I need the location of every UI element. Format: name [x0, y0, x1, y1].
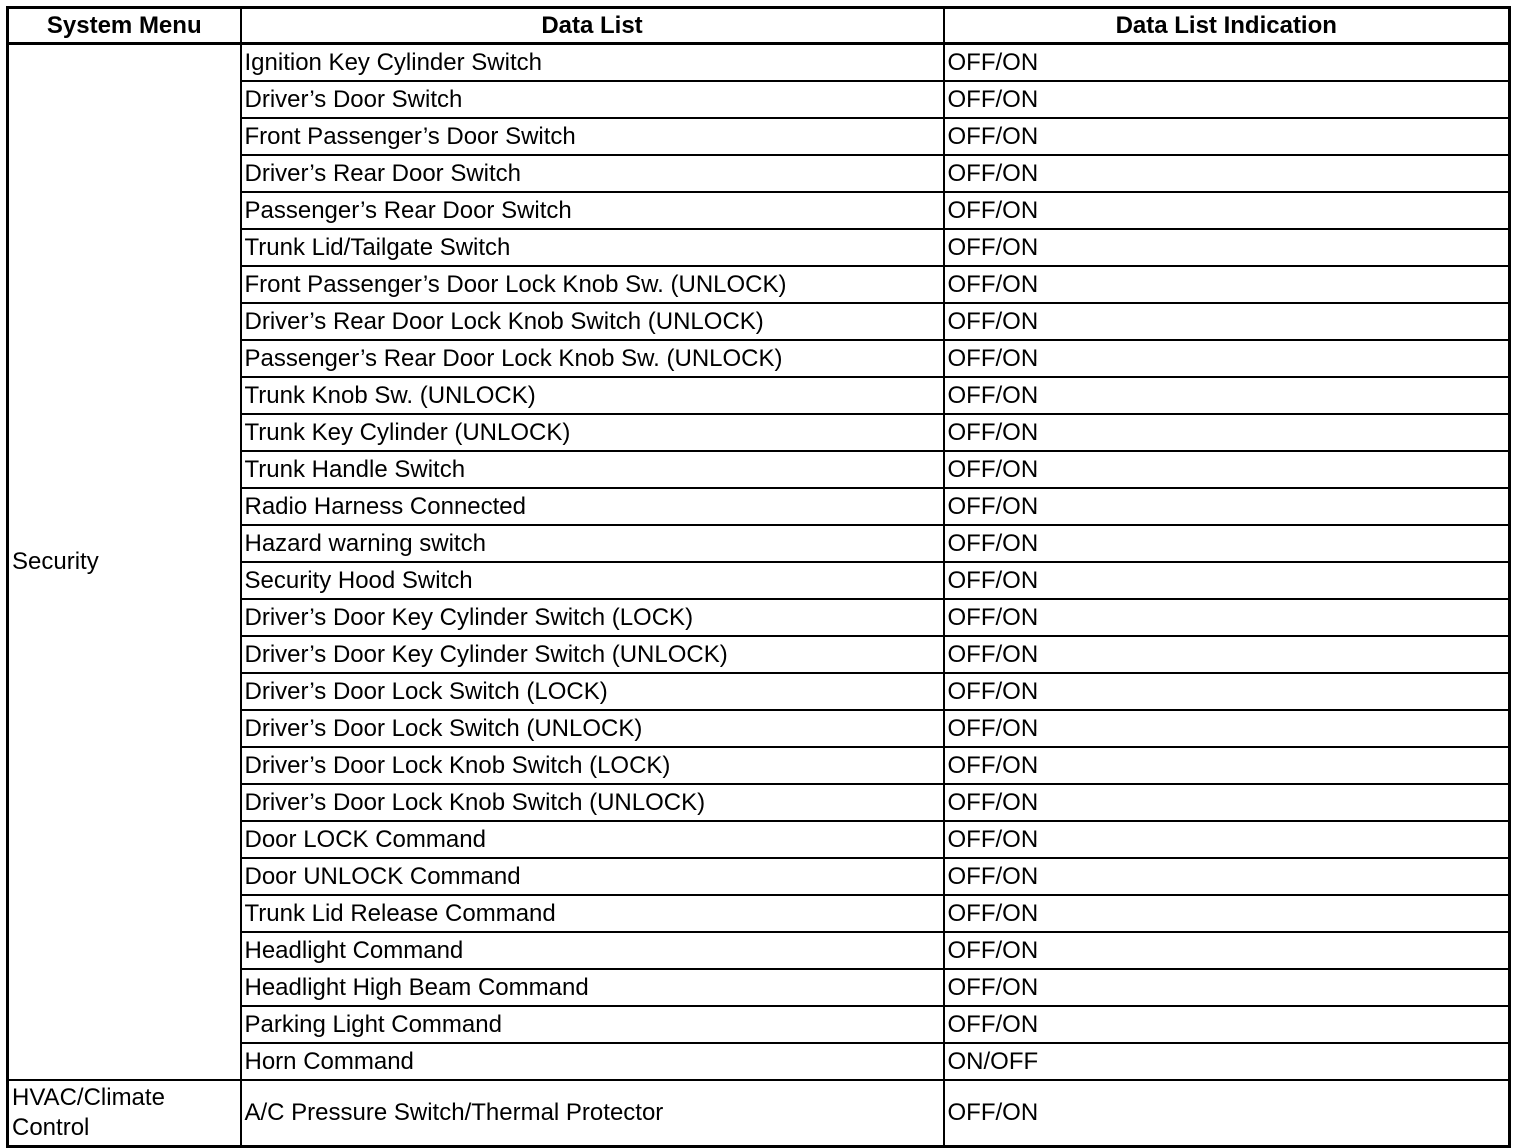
data-list-item-cell: Trunk Lid/Tailgate Switch — [241, 229, 944, 266]
data-list-item-cell: Ignition Key Cylinder Switch — [241, 44, 944, 82]
indication-cell: OFF/ON — [944, 1006, 1510, 1043]
system-menu-cell: Security — [8, 44, 241, 1081]
header-system-menu: System Menu — [8, 8, 241, 44]
data-list-item-cell: Door LOCK Command — [241, 821, 944, 858]
indication-cell: OFF/ON — [944, 488, 1510, 525]
data-list-item-cell: Driver’s Door Switch — [241, 81, 944, 118]
data-list-item-cell: Driver’s Door Key Cylinder Switch (LOCK) — [241, 599, 944, 636]
indication-cell: OFF/ON — [944, 1080, 1510, 1147]
data-list-item-cell: Radio Harness Connected — [241, 488, 944, 525]
data-list-item-cell: Driver’s Door Lock Switch (UNLOCK) — [241, 710, 944, 747]
data-list-item-cell: Driver’s Door Lock Knob Switch (LOCK) — [241, 747, 944, 784]
data-list-item-cell: Hazard warning switch — [241, 525, 944, 562]
indication-cell: OFF/ON — [944, 266, 1510, 303]
table-header-row — [8, 8, 1510, 44]
indication-cell: OFF/ON — [944, 81, 1510, 118]
indication-cell: OFF/ON — [944, 303, 1510, 340]
table-row — [8, 1080, 1510, 1147]
data-list-item-cell: Security Hood Switch — [241, 562, 944, 599]
indication-cell: OFF/ON — [944, 451, 1510, 488]
data-list-item-cell: Passenger’s Rear Door Switch — [241, 192, 944, 229]
indication-cell: OFF/ON — [944, 673, 1510, 710]
indication-cell: OFF/ON — [944, 562, 1510, 599]
indication-cell: OFF/ON — [944, 192, 1510, 229]
indication-cell: OFF/ON — [944, 895, 1510, 932]
table-body — [8, 44, 1510, 1147]
header-data-list: Data List — [241, 8, 944, 44]
system-menu-cell: HVAC/Climate Control — [8, 1080, 241, 1147]
indication-cell: OFF/ON — [944, 784, 1510, 821]
indication-cell: OFF/ON — [944, 377, 1510, 414]
indication-cell: OFF/ON — [944, 858, 1510, 895]
indication-cell: OFF/ON — [944, 932, 1510, 969]
indication-cell: OFF/ON — [944, 636, 1510, 673]
indication-cell: OFF/ON — [944, 710, 1510, 747]
data-list-item-cell: Door UNLOCK Command — [241, 858, 944, 895]
data-list-item-cell: Front Passenger’s Door Switch — [241, 118, 944, 155]
data-list-item-cell: Horn Command — [241, 1043, 944, 1080]
indication-cell: OFF/ON — [944, 118, 1510, 155]
data-list-item-cell: Driver’s Door Key Cylinder Switch (UNLOCK) — [241, 636, 944, 673]
indication-cell: OFF/ON — [944, 414, 1510, 451]
indication-cell: OFF/ON — [944, 44, 1510, 82]
indication-cell: ON/OFF — [944, 1043, 1510, 1080]
indication-cell: OFF/ON — [944, 229, 1510, 266]
indication-cell: OFF/ON — [944, 969, 1510, 1006]
data-list-item-cell: Driver’s Door Lock Knob Switch (UNLOCK) — [241, 784, 944, 821]
data-list-item-cell: Driver’s Rear Door Switch — [241, 155, 944, 192]
data-list-item-cell: Trunk Key Cylinder (UNLOCK) — [241, 414, 944, 451]
table-row — [8, 44, 1510, 82]
data-list-item-cell: Driver’s Rear Door Lock Knob Switch (UNLOCK) — [241, 303, 944, 340]
data-list-item-cell: Passenger’s Rear Door Lock Knob Sw. (UNLOCK) — [241, 340, 944, 377]
header-data-list-indication: Data List Indication — [944, 8, 1510, 44]
data-list-item-cell: Parking Light Command — [241, 1006, 944, 1043]
data-list-item-cell: A/C Pressure Switch/Thermal Protector — [241, 1080, 944, 1147]
indication-cell: OFF/ON — [944, 821, 1510, 858]
indication-cell: OFF/ON — [944, 155, 1510, 192]
data-list-item-cell: Driver’s Door Lock Switch (LOCK) — [241, 673, 944, 710]
data-list-item-cell: Trunk Handle Switch — [241, 451, 944, 488]
indication-cell: OFF/ON — [944, 747, 1510, 784]
data-list-item-cell: Headlight Command — [241, 932, 944, 969]
indication-cell: OFF/ON — [944, 525, 1510, 562]
indication-cell: OFF/ON — [944, 599, 1510, 636]
data-list-item-cell: Front Passenger’s Door Lock Knob Sw. (UNLOCK) — [241, 266, 944, 303]
data-list-table — [6, 6, 1511, 1148]
data-list-item-cell: Trunk Knob Sw. (UNLOCK) — [241, 377, 944, 414]
data-list-item-cell: Headlight High Beam Command — [241, 969, 944, 1006]
indication-cell: OFF/ON — [944, 340, 1510, 377]
data-list-item-cell: Trunk Lid Release Command — [241, 895, 944, 932]
